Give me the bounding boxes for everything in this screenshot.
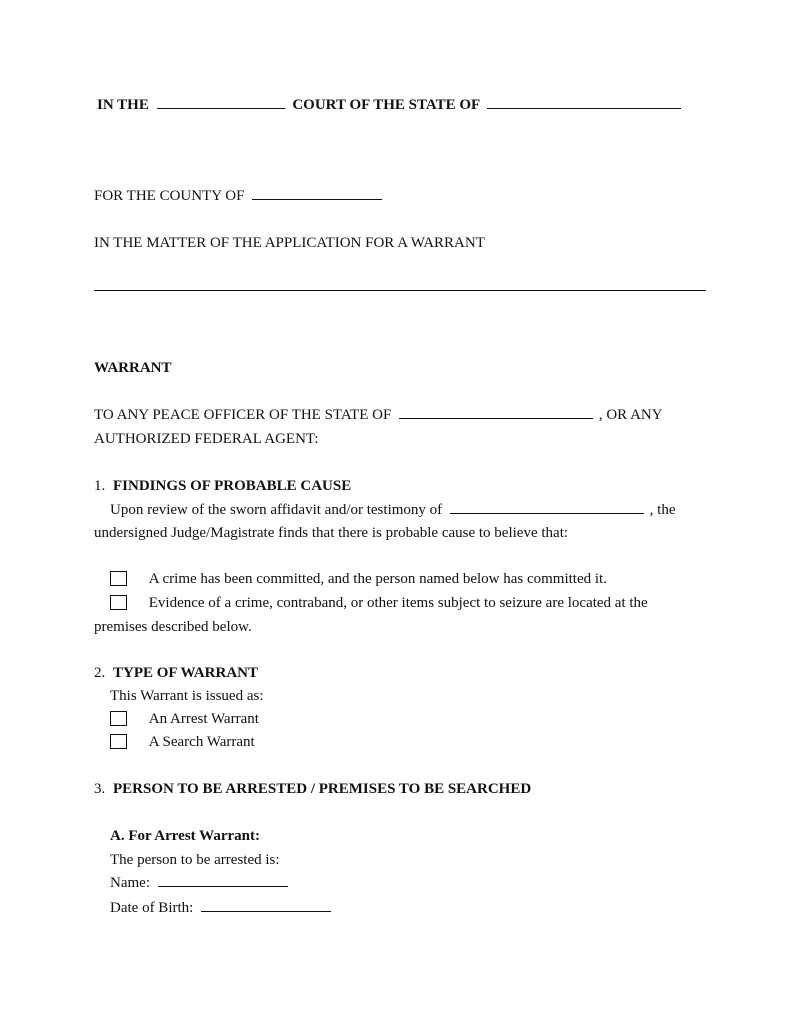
affidavit-end-text: , the xyxy=(649,502,676,518)
affiant-name-field[interactable] xyxy=(450,501,644,514)
section1-title: FINDINGS OF PROBABLE CAUSE xyxy=(113,478,352,494)
dob-field[interactable] xyxy=(201,899,331,912)
name-line xyxy=(110,874,288,892)
officer-state-field[interactable] xyxy=(399,406,593,419)
section2-title: TYPE OF WARRANT xyxy=(113,665,259,681)
crime-committed-checkbox[interactable] xyxy=(110,571,127,586)
section1-heading xyxy=(94,477,351,495)
county-name-field[interactable] xyxy=(252,187,382,200)
matter-title: IN THE MATTER OF THE APPLICATION FOR A WARRANT xyxy=(94,235,485,251)
dob-line xyxy=(110,899,331,917)
probable-cause-text: undersigned Judge/Magistrate finds that there is probable cause to believe that: xyxy=(94,525,569,541)
court-header-line xyxy=(97,96,681,114)
or-any-text: , OR ANY xyxy=(598,407,663,423)
court-name-field[interactable] xyxy=(157,96,285,109)
crime-committed-label: A crime has been committed, and the person named below has committed it. xyxy=(148,571,607,587)
county-line xyxy=(94,187,382,205)
section3-heading xyxy=(94,780,531,798)
section2-number: 2. xyxy=(94,665,106,681)
search-warrant-checkbox[interactable] xyxy=(110,734,127,749)
affidavit-line xyxy=(110,501,675,519)
search-warrant-label: A Search Warrant xyxy=(148,734,255,750)
affidavit-text: Upon review of the sworn affidavit and/or testimony of xyxy=(110,502,443,518)
section2-heading xyxy=(94,664,258,682)
evidence-continued-text: premises described below. xyxy=(94,619,252,635)
person-intro: The person to be arrested is: xyxy=(110,852,280,868)
finding-option-crime xyxy=(110,570,607,588)
arrest-warrant-label: An Arrest Warrant xyxy=(148,711,259,727)
dob-label: Date of Birth: xyxy=(110,900,194,916)
section3-number: 3. xyxy=(94,781,106,797)
arrest-subheading: A. For Arrest Warrant: xyxy=(110,828,260,844)
finding-option-evidence xyxy=(110,594,648,612)
officer-line xyxy=(94,406,663,424)
evidence-located-checkbox[interactable] xyxy=(110,595,127,610)
court-of-state-label: COURT OF THE STATE OF xyxy=(292,97,480,113)
authorized-agent-text: AUTHORIZED FEDERAL AGENT: xyxy=(94,431,319,447)
section3-title: PERSON TO BE ARRESTED / PREMISES TO BE SEARCHED xyxy=(113,781,532,797)
name-label: Name: xyxy=(110,875,150,891)
warrant-type-arrest xyxy=(110,710,259,728)
header-divider xyxy=(94,290,706,291)
warrant-title: WARRANT xyxy=(94,360,172,376)
warrant-type-search xyxy=(110,733,255,751)
for-county-label: FOR THE COUNTY OF xyxy=(94,188,245,204)
name-field[interactable] xyxy=(158,874,288,887)
to-any-officer-text: TO ANY PEACE OFFICER OF THE STATE OF xyxy=(94,407,392,423)
section1-number: 1. xyxy=(94,478,106,494)
in-the-label: IN THE xyxy=(97,97,149,113)
evidence-located-label: Evidence of a crime, contraband, or other items subject to seizure are located at the xyxy=(148,595,648,611)
warrant-type-intro: This Warrant is issued as: xyxy=(110,688,264,704)
arrest-warrant-checkbox[interactable] xyxy=(110,711,127,726)
state-name-field[interactable] xyxy=(487,96,681,109)
